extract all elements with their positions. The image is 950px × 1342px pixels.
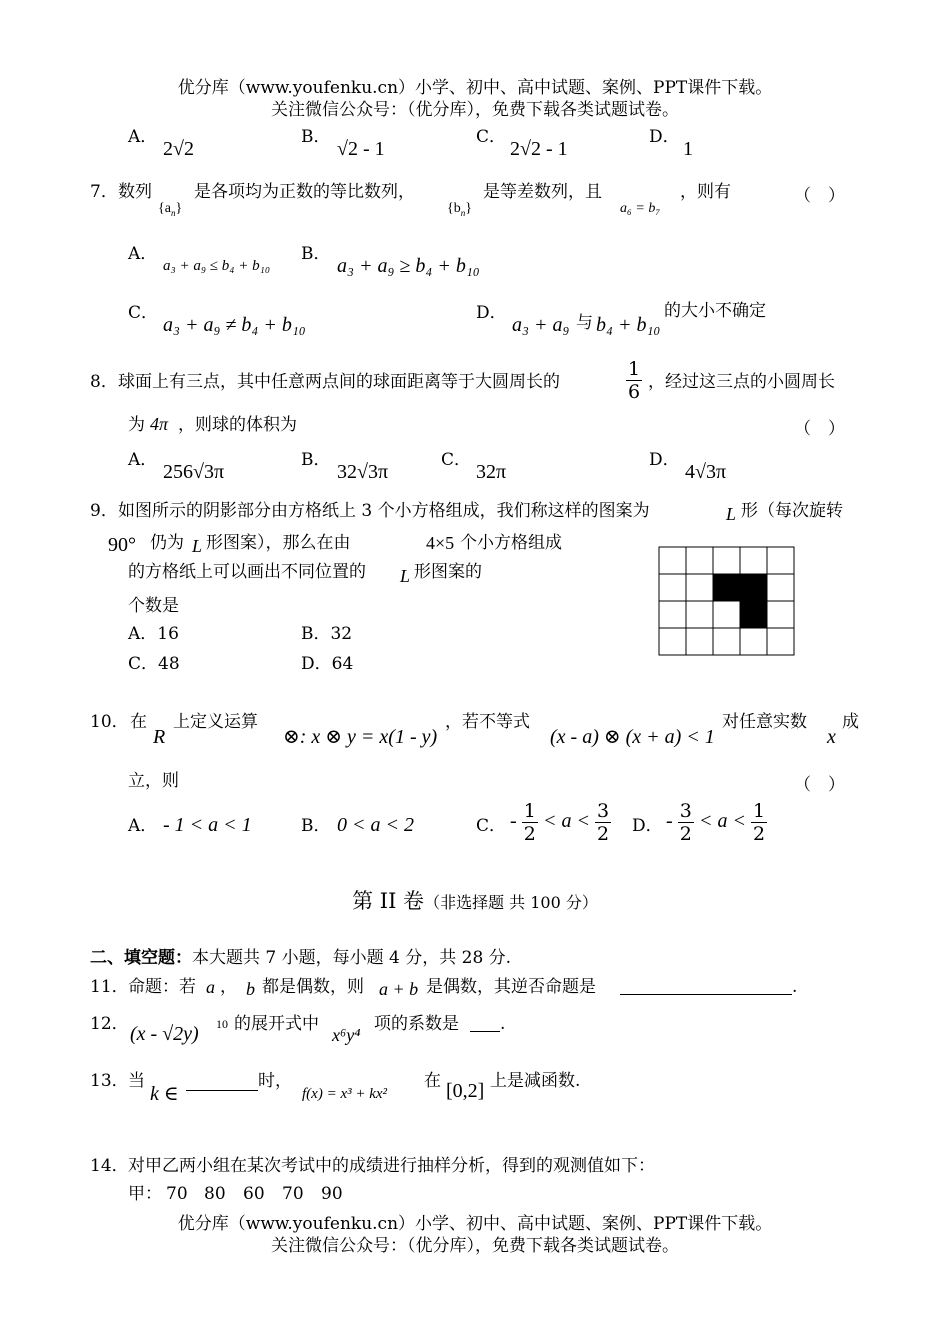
q9-a-option: A．16 bbox=[128, 624, 179, 644]
q10-text-5: 成 bbox=[842, 712, 859, 732]
q9-text-4: 形图案），那么在由 bbox=[206, 533, 351, 553]
q10-c-mid: < a < bbox=[542, 810, 590, 832]
q10-answer-paren: （ ） bbox=[794, 775, 845, 795]
q10-set-r: R bbox=[153, 726, 166, 748]
q12-expression: (x - √2y) bbox=[130, 1023, 199, 1045]
q10-d-minus: - bbox=[666, 810, 673, 832]
q11-text-4: 是偶数，其逆否命题是 bbox=[426, 977, 596, 997]
q10-d-f2-den: 2 bbox=[753, 823, 766, 845]
q10-d-option bbox=[666, 800, 767, 845]
grid-cell bbox=[767, 628, 794, 655]
grid-cell-shaded bbox=[740, 601, 767, 628]
q10-c-f2-den: 2 bbox=[597, 823, 610, 845]
q13-text-3: 在 bbox=[424, 1071, 441, 1091]
q7-seq-a-open: {a bbox=[158, 201, 171, 216]
q10-operation: ⊗: x ⊗ y = x(1 - y) bbox=[283, 726, 438, 748]
q7-d-end: 的大小不确定 bbox=[664, 301, 766, 321]
q11-end: . bbox=[792, 977, 798, 997]
q7-seq-a bbox=[158, 198, 182, 224]
q12-answer-blank[interactable] bbox=[470, 1013, 500, 1032]
q9-l-3: L bbox=[400, 566, 411, 586]
q11-text-3: 都是偶数，则 bbox=[262, 977, 364, 997]
q11-b: b bbox=[246, 979, 255, 999]
q11-a: a bbox=[206, 977, 215, 997]
q7-b-option: a₃ + a₉ ≥ b₄ + b₁₀ bbox=[337, 255, 480, 277]
q13-k: k ∈ bbox=[150, 1083, 179, 1105]
q12-text-1: 的展开式中 bbox=[234, 1014, 319, 1034]
q9-d-option: D．64 bbox=[301, 654, 354, 674]
q9-text-8: 个数是 bbox=[128, 596, 179, 616]
q7-answer-paren: （ ） bbox=[794, 186, 845, 206]
q9-text-3: 仍为 bbox=[150, 533, 184, 553]
q14-jia-score: 90 bbox=[321, 1184, 343, 1204]
section-2-heading-label: 二、填空题： bbox=[90, 948, 192, 968]
q8-c-label: C． bbox=[441, 450, 472, 470]
q9-text-5: 个小方格组成 bbox=[460, 533, 562, 553]
q9-l-1: L bbox=[726, 504, 737, 524]
q8-d-option: 4√3π bbox=[685, 461, 727, 483]
q6-b-label: B． bbox=[301, 127, 331, 147]
grid-cell bbox=[767, 574, 794, 601]
grid-cell bbox=[659, 574, 686, 601]
q14-jia-score: 70 bbox=[166, 1184, 188, 1204]
q8-frac-num: 1 bbox=[628, 358, 641, 380]
q9-grid-svg bbox=[658, 546, 798, 662]
q10-d-label: D． bbox=[632, 816, 663, 836]
q12-text-2: 项的系数是 bbox=[374, 1014, 459, 1034]
q11-number: 11． bbox=[90, 977, 129, 997]
q7-c-option: a₃ + a₉ ≠ b₄ + b₁₀ bbox=[163, 314, 306, 336]
q8-d-label: D． bbox=[649, 450, 680, 470]
q10-c-option bbox=[510, 800, 611, 845]
q7-seq-b-close: } bbox=[465, 201, 472, 216]
q10-text-6: 立，则 bbox=[128, 771, 179, 791]
q12-end: . bbox=[500, 1014, 506, 1034]
q10-b-option: 0 < a < 2 bbox=[337, 814, 414, 836]
q9-l-2: L bbox=[192, 536, 203, 556]
q7-text-1: 数列 bbox=[118, 182, 152, 202]
q6-d-label: D． bbox=[649, 127, 680, 147]
q10-d-mid: < a < bbox=[698, 810, 746, 832]
grid-cell bbox=[713, 601, 740, 628]
q7-d-expr-b: b₄ + b₁₀ bbox=[596, 314, 661, 336]
grid-cell bbox=[659, 547, 686, 574]
q9-text-7: 形图案的 bbox=[414, 562, 482, 582]
q14-jia-score: 60 bbox=[243, 1184, 265, 1204]
q10-c-minus: - bbox=[510, 810, 517, 832]
q7-seq-b-open: {b bbox=[447, 201, 461, 216]
q7-d-mid: 与 bbox=[576, 313, 593, 333]
q11-text-2: ， bbox=[220, 977, 237, 997]
q10-c-f1-den: 2 bbox=[523, 823, 536, 845]
q10-inequality: (x - a) ⊗ (x + a) < 1 bbox=[550, 726, 715, 748]
q12-exponent: 10 bbox=[216, 1017, 228, 1031]
grid-cell bbox=[713, 628, 740, 655]
q6-c-label: C． bbox=[476, 127, 507, 147]
q8-frac-den: 6 bbox=[628, 381, 641, 403]
q11-text-1: 命题：若 bbox=[128, 977, 196, 997]
q7-number: 7． bbox=[90, 182, 118, 202]
grid-cell bbox=[686, 547, 713, 574]
footer-line-2: 关注微信公众号：（优分库），免费下载各类试题试卷。 bbox=[271, 1236, 679, 1256]
grid-cell bbox=[686, 628, 713, 655]
q10-x: x bbox=[827, 726, 836, 748]
q8-b-label: B． bbox=[301, 450, 331, 470]
q9-degree: 90° bbox=[108, 534, 136, 556]
q7-a-label: A． bbox=[128, 244, 158, 264]
q10-a-label: A． bbox=[128, 816, 158, 836]
header-line-1: 优分库（www.youfenku.cn）小学、初中、高中试题、案例、PPT课件下载。 bbox=[177, 78, 773, 98]
q9-b-option: B．32 bbox=[301, 624, 353, 644]
q8-text-4: ，则球的体积为 bbox=[178, 415, 297, 435]
q7-text-4: ，则有 bbox=[680, 182, 731, 202]
q13-answer-blank[interactable] bbox=[186, 1072, 258, 1091]
q8-text-2: ，经过这三点的小圆周长 bbox=[648, 372, 835, 392]
q13-number: 13． bbox=[90, 1071, 129, 1091]
q13-interval: [0,2] bbox=[446, 1080, 485, 1102]
q6-a-option: 2√2 bbox=[163, 138, 194, 160]
grid-cell bbox=[686, 574, 713, 601]
q7-condition: a₆ = b₇ bbox=[620, 201, 661, 216]
q8-answer-paren: （ ） bbox=[794, 419, 845, 439]
section-2-heading bbox=[90, 947, 511, 969]
grid-cell bbox=[767, 601, 794, 628]
q8-text-3: 为 bbox=[128, 415, 145, 435]
q8-text-1: 球面上有三点，其中任意两点间的球面距离等于大圆周长的 bbox=[118, 372, 560, 392]
q12-number: 12． bbox=[90, 1014, 129, 1034]
part-2-title bbox=[0, 888, 950, 916]
q14-jia-label: 甲： bbox=[128, 1184, 162, 1204]
q9-dimension: 4×5 bbox=[426, 533, 455, 553]
q13-function: f(x) = x³ + kx² bbox=[302, 1086, 388, 1102]
q7-d-label: D． bbox=[476, 303, 507, 323]
q7-seq-b bbox=[447, 198, 472, 224]
q7-a-option: a₃ + a₉ ≤ b₄ + b₁₀ bbox=[163, 258, 271, 274]
q6-a-label: A． bbox=[128, 127, 158, 147]
q6-b-option: √2 - 1 bbox=[337, 138, 385, 160]
grid-cell bbox=[740, 628, 767, 655]
q9-text-6: 的方格纸上可以画出不同位置的 bbox=[128, 562, 366, 582]
q10-b-label: B． bbox=[301, 816, 331, 836]
q14-number: 14． bbox=[90, 1156, 129, 1176]
q8-a-label: A． bbox=[128, 450, 158, 470]
q12-term: x⁶y⁴ bbox=[332, 1025, 361, 1045]
q9-grid-figure bbox=[658, 546, 798, 666]
q7-seq-a-sub: n bbox=[170, 207, 176, 218]
header-line-2: 关注微信公众号：（优分库），免费下载各类试题试卷。 bbox=[271, 100, 679, 120]
q7-text-2: 是各项均为正数的等比数列， bbox=[194, 182, 415, 202]
q8-a-option: 256√3π bbox=[163, 461, 225, 483]
grid-cell bbox=[659, 601, 686, 628]
q10-c-f1-num: 1 bbox=[523, 800, 536, 822]
grid-cell-shaded bbox=[740, 574, 767, 601]
part-2-subtitle: （非选择题 共 100 分） bbox=[424, 893, 598, 912]
q10-d-f1-den: 2 bbox=[679, 823, 692, 845]
q13-text-4: 上是减函数. bbox=[490, 1071, 581, 1091]
q7-seq-b-sub: n bbox=[460, 207, 466, 218]
q8-fraction bbox=[626, 358, 642, 403]
q14-text-1: 对甲乙两小组在某次考试中的成绩进行抽样分析，得到的观测值如下： bbox=[128, 1156, 655, 1176]
q7-text-3: 是等差数列，且 bbox=[483, 182, 602, 202]
q9-text-2: 形（每次旋转 bbox=[741, 501, 843, 521]
q9-c-option: C．48 bbox=[128, 654, 180, 674]
footer-line-1: 优分库（www.youfenku.cn）小学、初中、高中试题、案例、PPT课件下载。 bbox=[177, 1214, 773, 1234]
q14-jia-score: 70 bbox=[282, 1184, 304, 1204]
q8-perimeter: 4π bbox=[150, 414, 169, 434]
q10-c-f2-num: 3 bbox=[597, 800, 610, 822]
grid-cell bbox=[713, 547, 740, 574]
q7-b-label: B． bbox=[301, 244, 331, 264]
q9-number: 9． bbox=[90, 501, 118, 521]
grid-cell bbox=[686, 601, 713, 628]
q13-text-2: 时， bbox=[258, 1071, 292, 1091]
grid-cell bbox=[740, 547, 767, 574]
q7-seq-a-close: } bbox=[175, 201, 183, 216]
q10-text-1: 在 bbox=[130, 712, 147, 732]
q8-b-option: 32√3π bbox=[337, 461, 389, 483]
q6-c-option: 2√2 - 1 bbox=[510, 138, 568, 160]
q10-c-label: C． bbox=[476, 816, 507, 836]
q10-text-4: 对任意实数 bbox=[722, 712, 807, 732]
q14-jia-score: 80 bbox=[204, 1184, 226, 1204]
q10-d-f1-num: 3 bbox=[679, 800, 692, 822]
grid-cell-shaded bbox=[713, 574, 740, 601]
q6-d-option: 1 bbox=[683, 138, 693, 160]
q10-text-3: ，若不等式 bbox=[445, 712, 530, 732]
section-2-description: 本大题共 7 小题，每小题 4 分，共 28 分. bbox=[192, 948, 512, 968]
q10-a-option: - 1 < a < 1 bbox=[163, 814, 252, 836]
part-2-title-main: 第 II 卷 bbox=[352, 889, 425, 913]
q10-d-f2-num: 1 bbox=[753, 800, 766, 822]
q8-number: 8． bbox=[90, 372, 118, 392]
grid-cell bbox=[767, 547, 794, 574]
q10-number: 10． bbox=[90, 712, 129, 732]
q11-sum: a + b bbox=[379, 979, 419, 999]
q10-text-2: 上定义运算 bbox=[173, 712, 258, 732]
q13-text-1: 当 bbox=[128, 1071, 145, 1091]
grid-cell bbox=[659, 628, 686, 655]
q7-c-label: C． bbox=[128, 303, 159, 323]
q11-answer-blank[interactable] bbox=[620, 976, 792, 995]
q8-c-option: 32π bbox=[476, 461, 507, 483]
q7-d-expr-a: a₃ + a₉ bbox=[512, 314, 570, 336]
q9-text-1: 如图所示的阴影部分由方格纸上 3 个小方格组成，我们称这样的图案为 bbox=[118, 501, 650, 521]
